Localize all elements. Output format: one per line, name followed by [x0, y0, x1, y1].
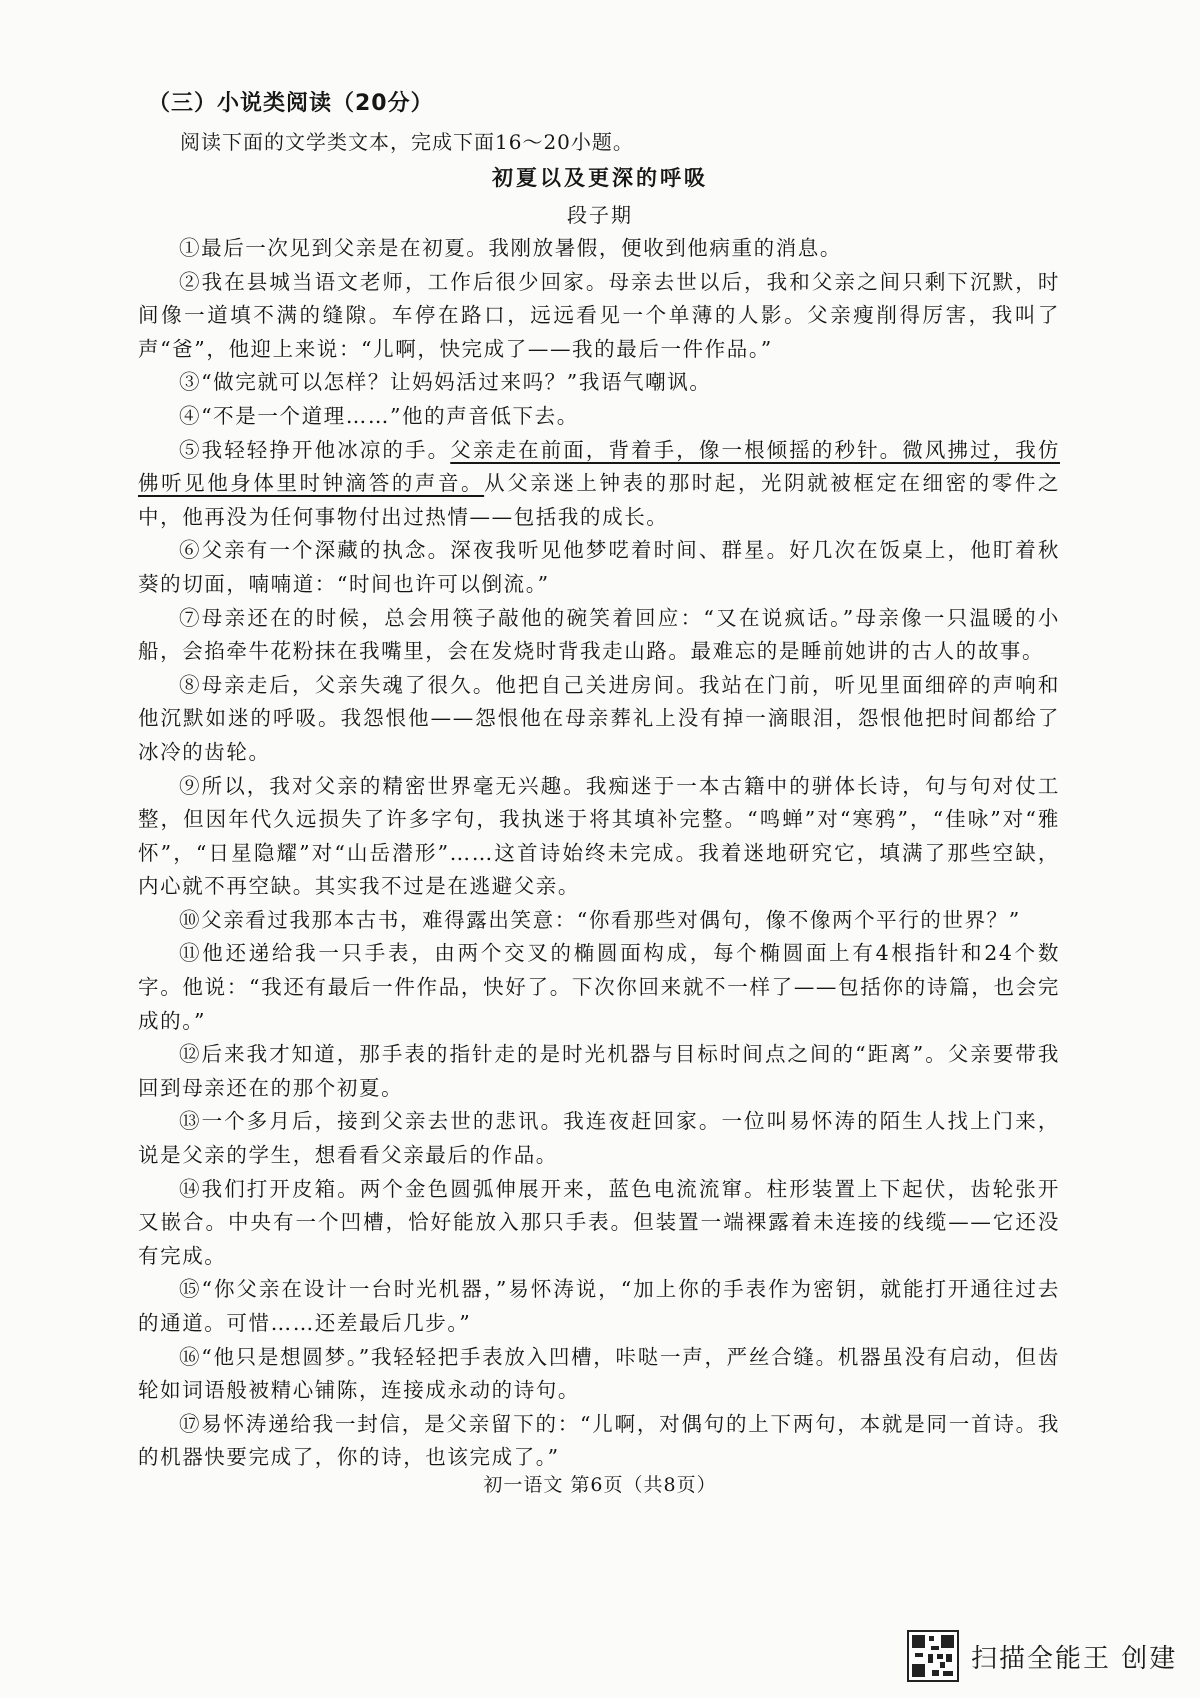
- paragraph-text: 从父亲迷上钟表的那时起，光阴就被框定在细密的零件之中，他再没为任何事物付出过热情——包括我的成长。: [138, 471, 1061, 529]
- paragraph-text: ⑧母亲走后，父亲失魂了很久。他把自己关进房间。我站在门前，听见里面细碎的声响和他沉默如迷的呼吸。我怨恨他——怨恨他在母亲葬礼上没有掉一滴眼泪，怨恨他把时间都给了冰冷的齿轮。: [138, 672, 1060, 764]
- paragraph-text: ⑪他还递给我一只手表，由两个交叉的椭圆面构成，每个椭圆面上有4根指针和24个数字。他说：“我还有最后一件作品，快好了。下次你回来就不一样了——包括你的诗篇，也会完成的。”: [138, 941, 1060, 1033]
- paragraph-text: ⑬一个多月后，接到父亲去世的悲讯。我连夜赶回家。一位叫易怀涛的陌生人找上门来，说是父亲的学生，想看看父亲最后的作品。: [138, 1109, 1060, 1168]
- story-paragraph: [138, 400, 1060, 434]
- section-heading: （三）小说类阅读（20分）: [148, 91, 434, 116]
- scanner-watermark: [907, 1628, 1177, 1684]
- paragraph-text: ⑩父亲看过我那本古书，难得露出笑意：“你看那些对偶句，像不像两个平行的世界？”: [179, 907, 1021, 932]
- story-paragraph: [138, 904, 1060, 938]
- story-paragraph: [138, 534, 1060, 601]
- story-paragraph: [138, 669, 1060, 770]
- paragraph-text: ②我在县城当语文老师，工作后很少回家。母亲去世以后，我和父亲之间只剩下沉默，时间像一道填不满的缝隙。车停在路口，远远看见一个单薄的人影。父亲瘦削得厉害，我叫了声“爸”，他迎上来说：“儿啊，快完成了——我的最后一件作品。”: [138, 269, 1060, 361]
- reading-instruction: 阅读下面的文学类文本，完成下面16～20小题。: [180, 130, 634, 154]
- paragraph-text: ④“不是一个道理……”他的声音低下去。: [179, 403, 579, 428]
- story-paragraph: [138, 1173, 1060, 1274]
- story-paragraph: [138, 366, 1060, 400]
- story-paragraph: [138, 1038, 1060, 1105]
- paragraph-text: ①最后一次见到父亲是在初夏。我刚放暑假，便收到他病重的消息。: [179, 236, 842, 260]
- story-author: 段子期: [567, 203, 633, 227]
- story-paragraph: [138, 1408, 1060, 1475]
- story-paragraph: [138, 232, 1060, 266]
- paragraph-text: ⑤我轻轻挣开他冰凉的手。: [179, 437, 451, 462]
- watermark-text: 扫描全能王 创建: [971, 1643, 1178, 1674]
- paragraph-text: ⑥父亲有一个深藏的执念。深夜我听见他梦呓着时间、群星。好几次在饭桌上，他盯着秋葵的切面，喃喃道：“时间也许可以倒流。”: [138, 538, 1060, 596]
- story-paragraph: [138, 266, 1060, 367]
- paragraph-text: ⑭我们打开皮箱。两个金色圆弧伸展开来，蓝色电流流窜。柱形装置上下起伏，齿轮张开又嵌合。中央有一个凹槽，恰好能放入那只手表。但装置一端裸露着未连接的线缆——它还没有完成。: [138, 1176, 1060, 1268]
- paragraph-text: ⑦母亲还在的时候，总会用筷子敲他的碗笑着回应：“又在说疯话。”母亲像一只温暖的小船，会掐牵牛花粉抹在我嘴里，会在发烧时背我走山路。最难忘的是睡前她讲的古人的故事。: [138, 605, 1060, 664]
- story-body: [138, 232, 1060, 1475]
- qr-code-icon: [907, 1630, 959, 1682]
- page-footer: 初一语文 第6页（共8页）: [483, 1474, 717, 1496]
- story-paragraph: [138, 434, 1060, 535]
- underlined-sentence: 父亲走在前面，背着手，像一根倾摇的秒针。微风拂过，我仿佛听见他身体里时钟滴答的声音。: [138, 437, 1060, 496]
- paragraph-text: ⑮“你父亲在设计一台时光机器，”易怀涛说，“加上你的手表作为密钥，就能打开通往过去的通道。可惜……还差最后几步。”: [138, 1277, 1060, 1335]
- paragraph-text: ⑯“他只是想圆梦。”我轻轻把手表放入凹槽，咔哒一声，严丝合缝。机器虽没有启动，但齿轮如词语般被精心铺陈，连接成永动的诗句。: [138, 1344, 1060, 1403]
- paragraph-text: ⑨所以，我对父亲的精密世界毫无兴趣。我痴迷于一本古籍中的骈体长诗，句与句对仗工整，但因年代久远损失了许多字句，我执迷于将其填补完整。“鸣蝉”对“寒鸦”，“佳咏”对“雅怀”，“日星隐耀”对“山岳潜形”……这首诗始终未完成。我着迷地研究它，填满了那些空缺，内心就不再空缺。其实我不过是在逃避父亲。: [138, 773, 1060, 899]
- story-paragraph: [138, 602, 1060, 669]
- story-paragraph: [138, 1341, 1060, 1408]
- paragraph-text: ⑫后来我才知道，那手表的指针走的是时光机器与目标时间点之间的“距离”。父亲要带我回到母亲还在的那个初夏。: [138, 1042, 1060, 1100]
- story-title: 初夏以及更深的呼吸: [492, 165, 708, 190]
- paragraph-text: ③“做完就可以怎样？让妈妈活过来吗？”我语气嘲讽。: [179, 370, 712, 395]
- paragraph-text: ⑰易怀涛递给我一封信，是父亲留下的：“儿啊，对偶句的上下两句，本就是同一首诗。我的机器快要完成了，你的诗，也该完成了。”: [138, 1411, 1060, 1470]
- story-paragraph: [138, 770, 1060, 904]
- story-paragraph: [138, 937, 1060, 1038]
- story-paragraph: [138, 1105, 1060, 1172]
- story-paragraph: [138, 1273, 1060, 1340]
